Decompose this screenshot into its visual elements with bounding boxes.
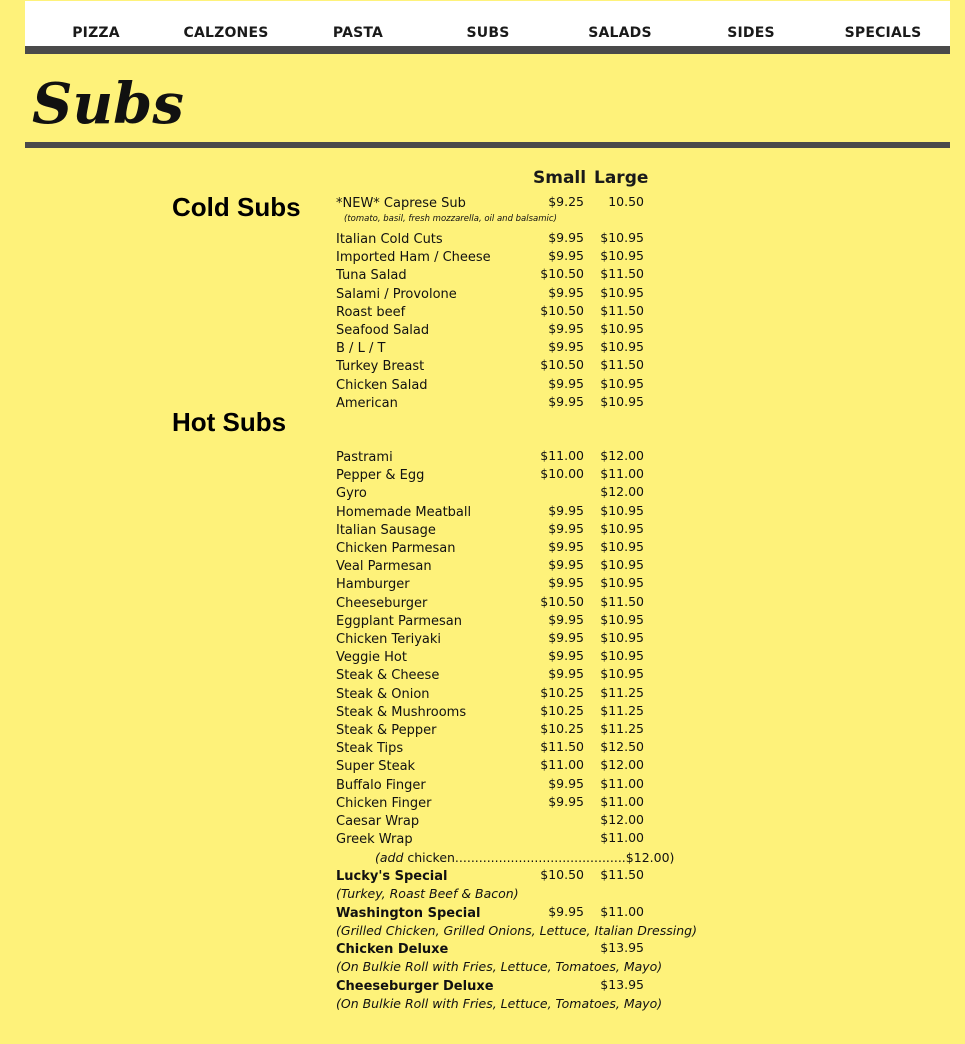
price-small: $9.95 [548, 502, 584, 518]
item-description: (Turkey, Roast Beef & Bacon) [336, 886, 519, 901]
item-name: Steak & Mushrooms [336, 704, 467, 720]
item-name: Veal Parmesan [336, 559, 432, 575]
menu-item-row [0, 521, 965, 539]
item-name: Veggie Hot [336, 650, 407, 666]
price-large: $11.25 [600, 684, 644, 700]
price-large: $10.95 [600, 248, 644, 264]
menu-item-row [0, 721, 965, 739]
menu-item-row [0, 703, 965, 721]
price-small: $9.95 [548, 230, 584, 245]
price-small: $9.95 [548, 793, 584, 809]
price-large: $11.25 [600, 721, 644, 736]
price-small: $10.50 [540, 867, 584, 882]
price-large: $10.95 [600, 630, 644, 645]
menu-item-row [0, 594, 965, 612]
item-name: Roast beef [336, 304, 406, 320]
item-name: Chicken Finger [336, 795, 432, 811]
item-name: Caesar Wrap [336, 814, 420, 829]
price-large: $12.00 [600, 812, 644, 827]
item-name: Steak & Onion [336, 686, 430, 702]
menu-item-row [0, 303, 965, 321]
price-large: $10.95 [600, 648, 644, 664]
price-large: $11.50 [600, 357, 644, 373]
nav-sides[interactable]: SIDES [727, 25, 775, 41]
price-small: $10.50 [540, 266, 584, 282]
price-large: $12.50 [600, 739, 644, 755]
price-small: $11.00 [540, 757, 584, 773]
menu-item-row [0, 940, 965, 958]
price-small: $10.25 [540, 721, 584, 736]
menu-item-row [0, 394, 965, 412]
menu-item-row [0, 503, 965, 521]
menu-item-row [0, 757, 965, 775]
item-name: American [336, 395, 398, 411]
price-large: $12.00 [600, 757, 644, 773]
item-name: Cheeseburger [336, 595, 428, 611]
menu-item-row [0, 867, 965, 885]
item-name: Hamburger [336, 577, 410, 593]
price-small: $9.25 [548, 194, 584, 209]
menu-item-row [0, 539, 965, 557]
price-large: $11.50 [600, 593, 644, 609]
menu-item-row [0, 448, 965, 466]
item-name: Buffalo Finger [336, 777, 426, 793]
menu-item-row [0, 321, 965, 339]
price-small: $10.25 [540, 684, 584, 700]
menu-item-row [0, 357, 965, 375]
price-small: $9.95 [548, 903, 584, 919]
price-small: $9.95 [548, 666, 584, 682]
price-small: $9.95 [548, 284, 584, 300]
nav-pasta[interactable]: PASTA [332, 25, 384, 41]
item-name: *NEW* Caprese Sub [336, 196, 466, 211]
price-small: $9.95 [548, 775, 584, 791]
title-divider [25, 142, 950, 148]
price-large: $10.95 [600, 575, 644, 591]
menu-item-row [0, 739, 965, 757]
item-description: (On Bulkie Roll with Fries, Lettuce, Tomatoes, Mayo) [336, 959, 663, 974]
item-name: Salami / Provolone [336, 286, 457, 302]
price-large: $11.25 [600, 702, 644, 718]
item-name: Cheeseburger Deluxe [336, 978, 494, 994]
item-name: Tuna Salad [336, 268, 407, 284]
price-large: $12.00 [600, 448, 644, 463]
price-large: $10.95 [600, 284, 644, 300]
price-large: $10.95 [600, 502, 644, 518]
price-small: $9.95 [548, 575, 584, 591]
price-large: $11.00 [600, 830, 644, 846]
price-large: $11.00 [600, 466, 644, 482]
price-large: $10.95 [600, 666, 644, 682]
item-name: Super Steak [336, 759, 416, 775]
nav-salads[interactable]: SALADS [588, 25, 652, 41]
item-name: Gyro [336, 486, 367, 502]
price-large: $10.95 [600, 321, 644, 336]
price-small: $10.00 [540, 466, 584, 482]
nav-pizza[interactable]: PIZZA [72, 25, 120, 41]
column-header-small: Small [533, 168, 587, 188]
menu-item-row [0, 266, 965, 284]
item-name: Chicken Deluxe [336, 942, 449, 957]
item-name: Lucky's Special [336, 869, 448, 884]
price-large: $12.00 [600, 484, 644, 500]
item-name: Turkey Breast [336, 359, 425, 375]
price-large: $10.95 [600, 230, 644, 245]
item-name: Eggplant Parmesan [336, 613, 462, 629]
menu-item-row [0, 794, 965, 812]
price-small: $10.50 [540, 357, 584, 373]
item-description: (tomato, basil, fresh mozzarella, oil and balsamic) [344, 214, 557, 224]
column-header-large: Large [594, 168, 649, 188]
price-large: $10.95 [600, 557, 644, 573]
price-large: $13.95 [600, 976, 644, 992]
nav-subs[interactable]: SUBS [466, 25, 510, 41]
item-name: Homemade Meatball [336, 504, 472, 520]
price-small: $9.95 [548, 539, 584, 554]
item-name: B / L / T [336, 341, 386, 357]
top-nav [25, 1, 950, 46]
item-name: Chicken Teriyaki [336, 632, 441, 647]
page-title: Subs [32, 71, 184, 137]
item-name: Italian Cold Cuts [336, 232, 443, 247]
section-title-hot-subs: Hot Subs [172, 407, 287, 437]
add-chicken-text: chicken...........................................$12.00) [403, 850, 675, 865]
item-name: Steak & Pepper [336, 723, 437, 738]
price-small: $9.95 [548, 611, 584, 627]
price-large: $10.95 [600, 520, 644, 536]
menu-item-row [0, 575, 965, 593]
price-small: $9.95 [548, 339, 584, 355]
add-chicken-note [375, 850, 674, 865]
menu-item-row [0, 830, 965, 848]
section-title-cold-subs: Cold Subs [172, 192, 301, 222]
menu-item-row [0, 977, 965, 995]
price-large: $10.95 [600, 393, 644, 409]
menu-item-row [0, 666, 965, 684]
menu-item-row [0, 466, 965, 484]
price-large: $11.00 [600, 775, 644, 791]
menu-item-row [0, 230, 965, 248]
price-small: $9.95 [548, 630, 584, 645]
price-small: $9.95 [548, 375, 584, 391]
menu-item-row [0, 194, 965, 212]
item-name: Washington Special [336, 905, 481, 921]
price-large: $11.50 [600, 302, 644, 318]
menu-item-row [0, 484, 965, 502]
menu-item-row [0, 248, 965, 266]
price-small: $9.95 [548, 520, 584, 536]
menu-item-row [0, 776, 965, 794]
menu-item-row [0, 376, 965, 394]
price-small: $10.25 [540, 702, 584, 718]
menu-item-row [0, 612, 965, 630]
menu-item-row [0, 630, 965, 648]
menu-item-row [0, 648, 965, 666]
nav-specials[interactable]: SPECIALS [844, 25, 922, 41]
menu-item-row [0, 904, 965, 922]
price-large: $13.95 [600, 940, 644, 955]
price-small: $11.50 [540, 739, 584, 755]
item-name: Steak & Cheese [336, 668, 440, 684]
item-name: Pepper & Egg [336, 468, 425, 484]
price-small: $10.50 [540, 302, 584, 318]
menu-item-row [0, 685, 965, 703]
item-name: Pastrami [336, 450, 393, 465]
price-small: $10.50 [540, 593, 584, 609]
price-large: $11.50 [600, 867, 644, 882]
price-small: $11.00 [540, 448, 584, 463]
price-large: 10.50 [608, 194, 644, 209]
price-small: $9.95 [548, 248, 584, 264]
item-description: (Grilled Chicken, Grilled Onions, Lettuce, Italian Dressing) [336, 922, 697, 938]
item-name: Chicken Parmesan [336, 541, 456, 556]
price-small: $9.95 [548, 557, 584, 573]
menu-item-row [0, 285, 965, 303]
nav-calzones[interactable]: CALZONES [183, 25, 269, 41]
item-name: Steak Tips [336, 741, 404, 757]
menu-item-row [0, 339, 965, 357]
price-small: $9.95 [548, 648, 584, 664]
menu-item-row [0, 557, 965, 575]
item-name: Chicken Salad [336, 377, 428, 393]
price-large: $10.95 [600, 375, 644, 391]
item-name: Greek Wrap [336, 832, 413, 848]
item-description: (On Bulkie Roll with Fries, Lettuce, Tomatoes, Mayo) [336, 995, 663, 1011]
item-name: Seafood Salad [336, 323, 430, 338]
price-small: $9.95 [548, 321, 584, 336]
item-name: Imported Ham / Cheese [336, 250, 491, 266]
price-small: $9.95 [548, 393, 584, 409]
nav-divider [25, 46, 950, 54]
price-large: $11.00 [600, 903, 644, 919]
menu-item-row [0, 812, 965, 830]
add-chicken-prefix: (add [375, 850, 404, 865]
price-large: $11.50 [600, 266, 644, 282]
price-large: $10.95 [600, 539, 644, 554]
price-large: $10.95 [600, 611, 644, 627]
price-large: $10.95 [600, 339, 644, 355]
price-large: $11.00 [600, 793, 644, 809]
item-name: Italian Sausage [336, 522, 436, 538]
